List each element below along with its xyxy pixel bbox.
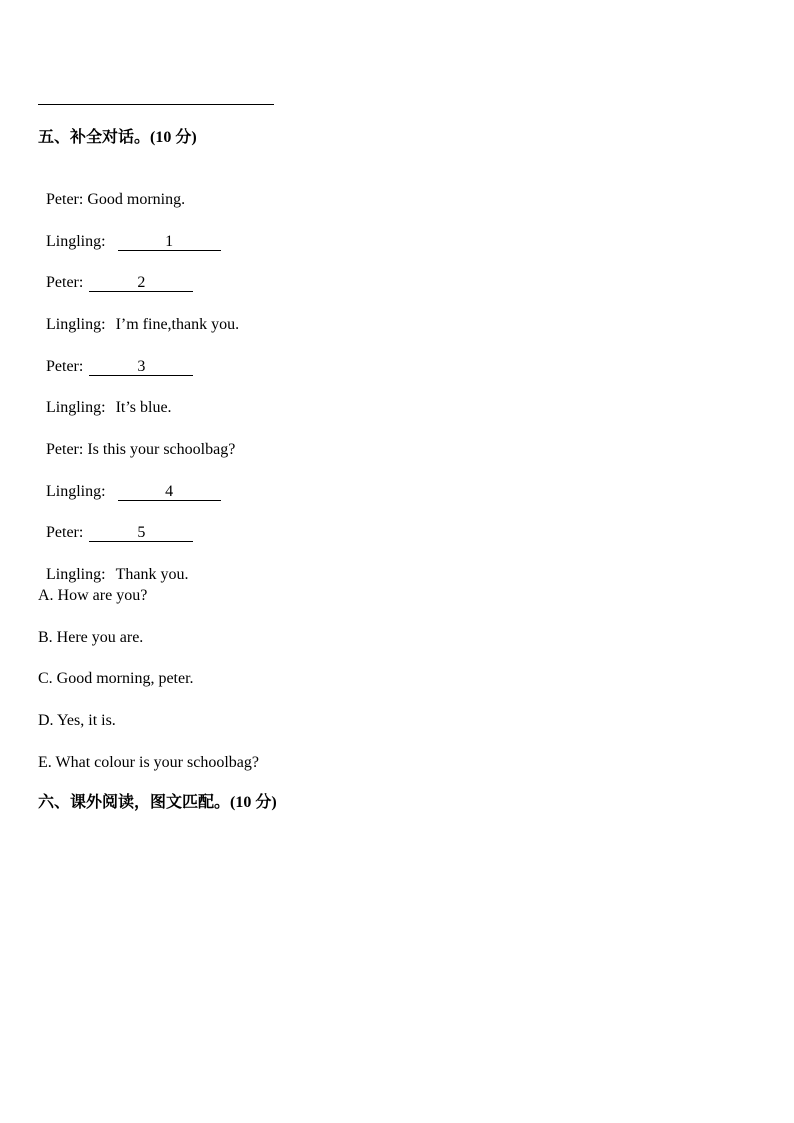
option-e: E. What colour is your schoolbag? — [38, 754, 259, 771]
dialogue-text: Good morning. — [87, 191, 186, 208]
speaker: Lingling: — [46, 399, 106, 416]
option-d: D. Yes, it is. — [38, 712, 116, 729]
dialogue-line-4 — [38, 295, 239, 335]
dialogue-line-7 — [38, 420, 235, 460]
speaker: Peter: — [46, 191, 84, 208]
dialogue-text: It’s blue. — [115, 399, 172, 416]
option-c: C. Good morning, peter. — [38, 670, 194, 687]
option-b: B. Here you are. — [38, 629, 144, 646]
answer-blank-4[interactable]: 4 — [118, 484, 221, 501]
section-6-title: 六、课外阅读，图文匹配。(10 分) — [38, 794, 277, 811]
option-a: A. How are you? — [38, 587, 148, 604]
section-5-title: 五、补全对话。(10 分) — [38, 129, 197, 146]
dialogue-text: I’m fine,thank you. — [115, 316, 240, 333]
speaker: Peter: — [46, 274, 84, 291]
dialogue-line-10 — [38, 545, 188, 585]
speaker: Lingling: — [46, 316, 106, 333]
dialogue-line-8 — [38, 462, 221, 502]
dialogue-text: Thank you. — [115, 566, 189, 583]
answer-line — [38, 104, 274, 105]
answer-blank-5[interactable]: 5 — [89, 525, 193, 542]
dialogue-text: Is this your schoolbag? — [87, 441, 236, 458]
dialogue-line-5 — [38, 337, 193, 377]
answer-blank-2[interactable]: 2 — [89, 275, 193, 292]
speaker: Peter: — [46, 524, 84, 541]
dialogue-line-1 — [38, 170, 185, 210]
speaker: Lingling: — [46, 566, 106, 583]
dialogue-line-6 — [38, 378, 172, 418]
speaker: Peter: — [46, 441, 84, 458]
answer-blank-1[interactable]: 1 — [118, 234, 221, 251]
dialogue-line-2 — [38, 212, 221, 252]
dialogue-line-3 — [38, 253, 193, 293]
speaker: Lingling: — [46, 233, 106, 250]
speaker: Lingling: — [46, 483, 106, 500]
speaker: Peter: — [46, 358, 84, 375]
dialogue-line-9 — [38, 503, 193, 543]
answer-blank-3[interactable]: 3 — [89, 359, 193, 376]
